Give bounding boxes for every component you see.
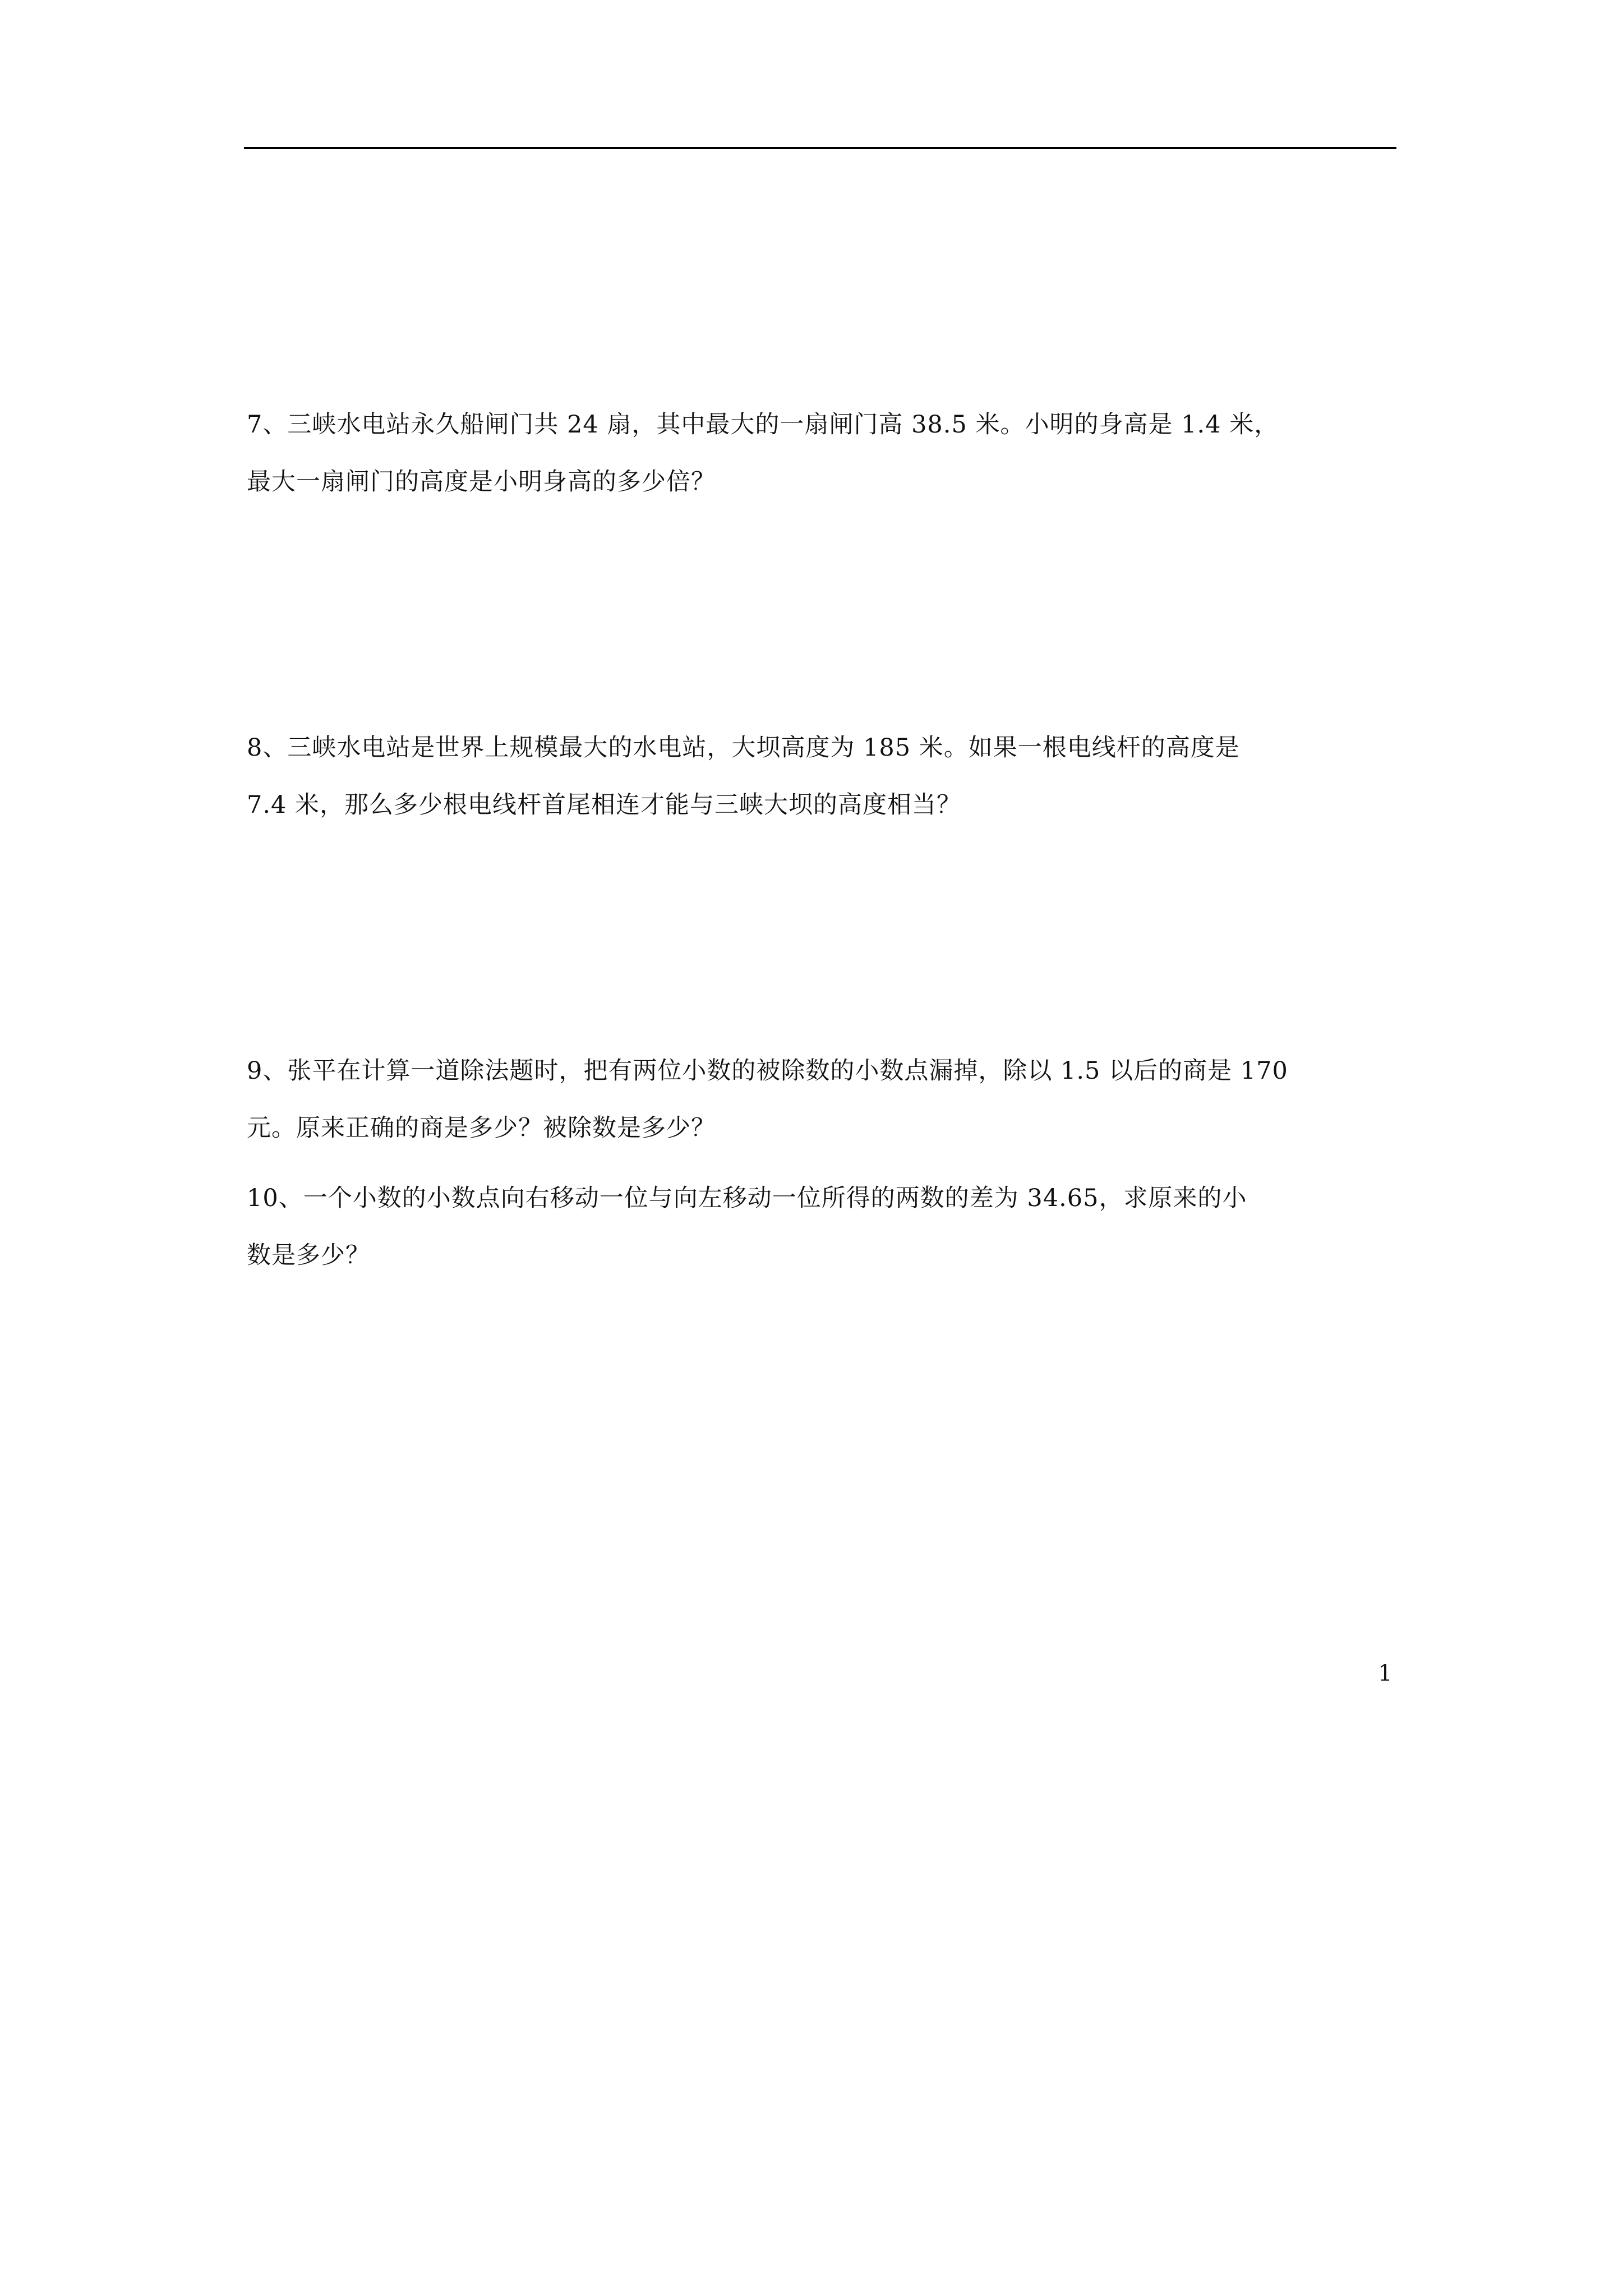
page-number: 1 [1378,1660,1393,1686]
question-9-line-1: 9、张平在计算一道除法题时，把有两位小数的被除数的小数点漏掉，除以 1.5 以后的商是 170 [247,1057,1288,1085]
question-7-line-2: 最大一扇闸门的高度是小明身高的多少倍？ [247,468,716,496]
question-10-line-2: 数是多少？ [247,1241,370,1269]
question-8-line-1: 8、三峡水电站是世界上规模最大的水电站，大坝高度为 185 米。如果一根电线杆的高度是 [247,734,1240,762]
question-8-line-2: 7.4 米，那么多少根电线杆首尾相连才能与三峡大坝的高度相当？ [247,791,962,819]
question-9 [247,1042,1396,1157]
question-8 [247,719,1396,834]
question-10-line-1: 10、一个小数的小数点向右移动一位与向左移动一位所得的两数的差为 34.65，求原来的小 [247,1184,1247,1212]
question-9-line-2: 元。原来正确的商是多少？被除数是多少？ [247,1114,716,1142]
header-rule [244,147,1396,149]
question-10 [247,1170,1396,1284]
question-7 [247,396,1396,510]
question-7-line-1: 7、三峡水电站永久船闸门共 24 扇，其中最大的一扇闸门高 38.5 米。小明的身高是 1.4 米， [247,411,1279,439]
